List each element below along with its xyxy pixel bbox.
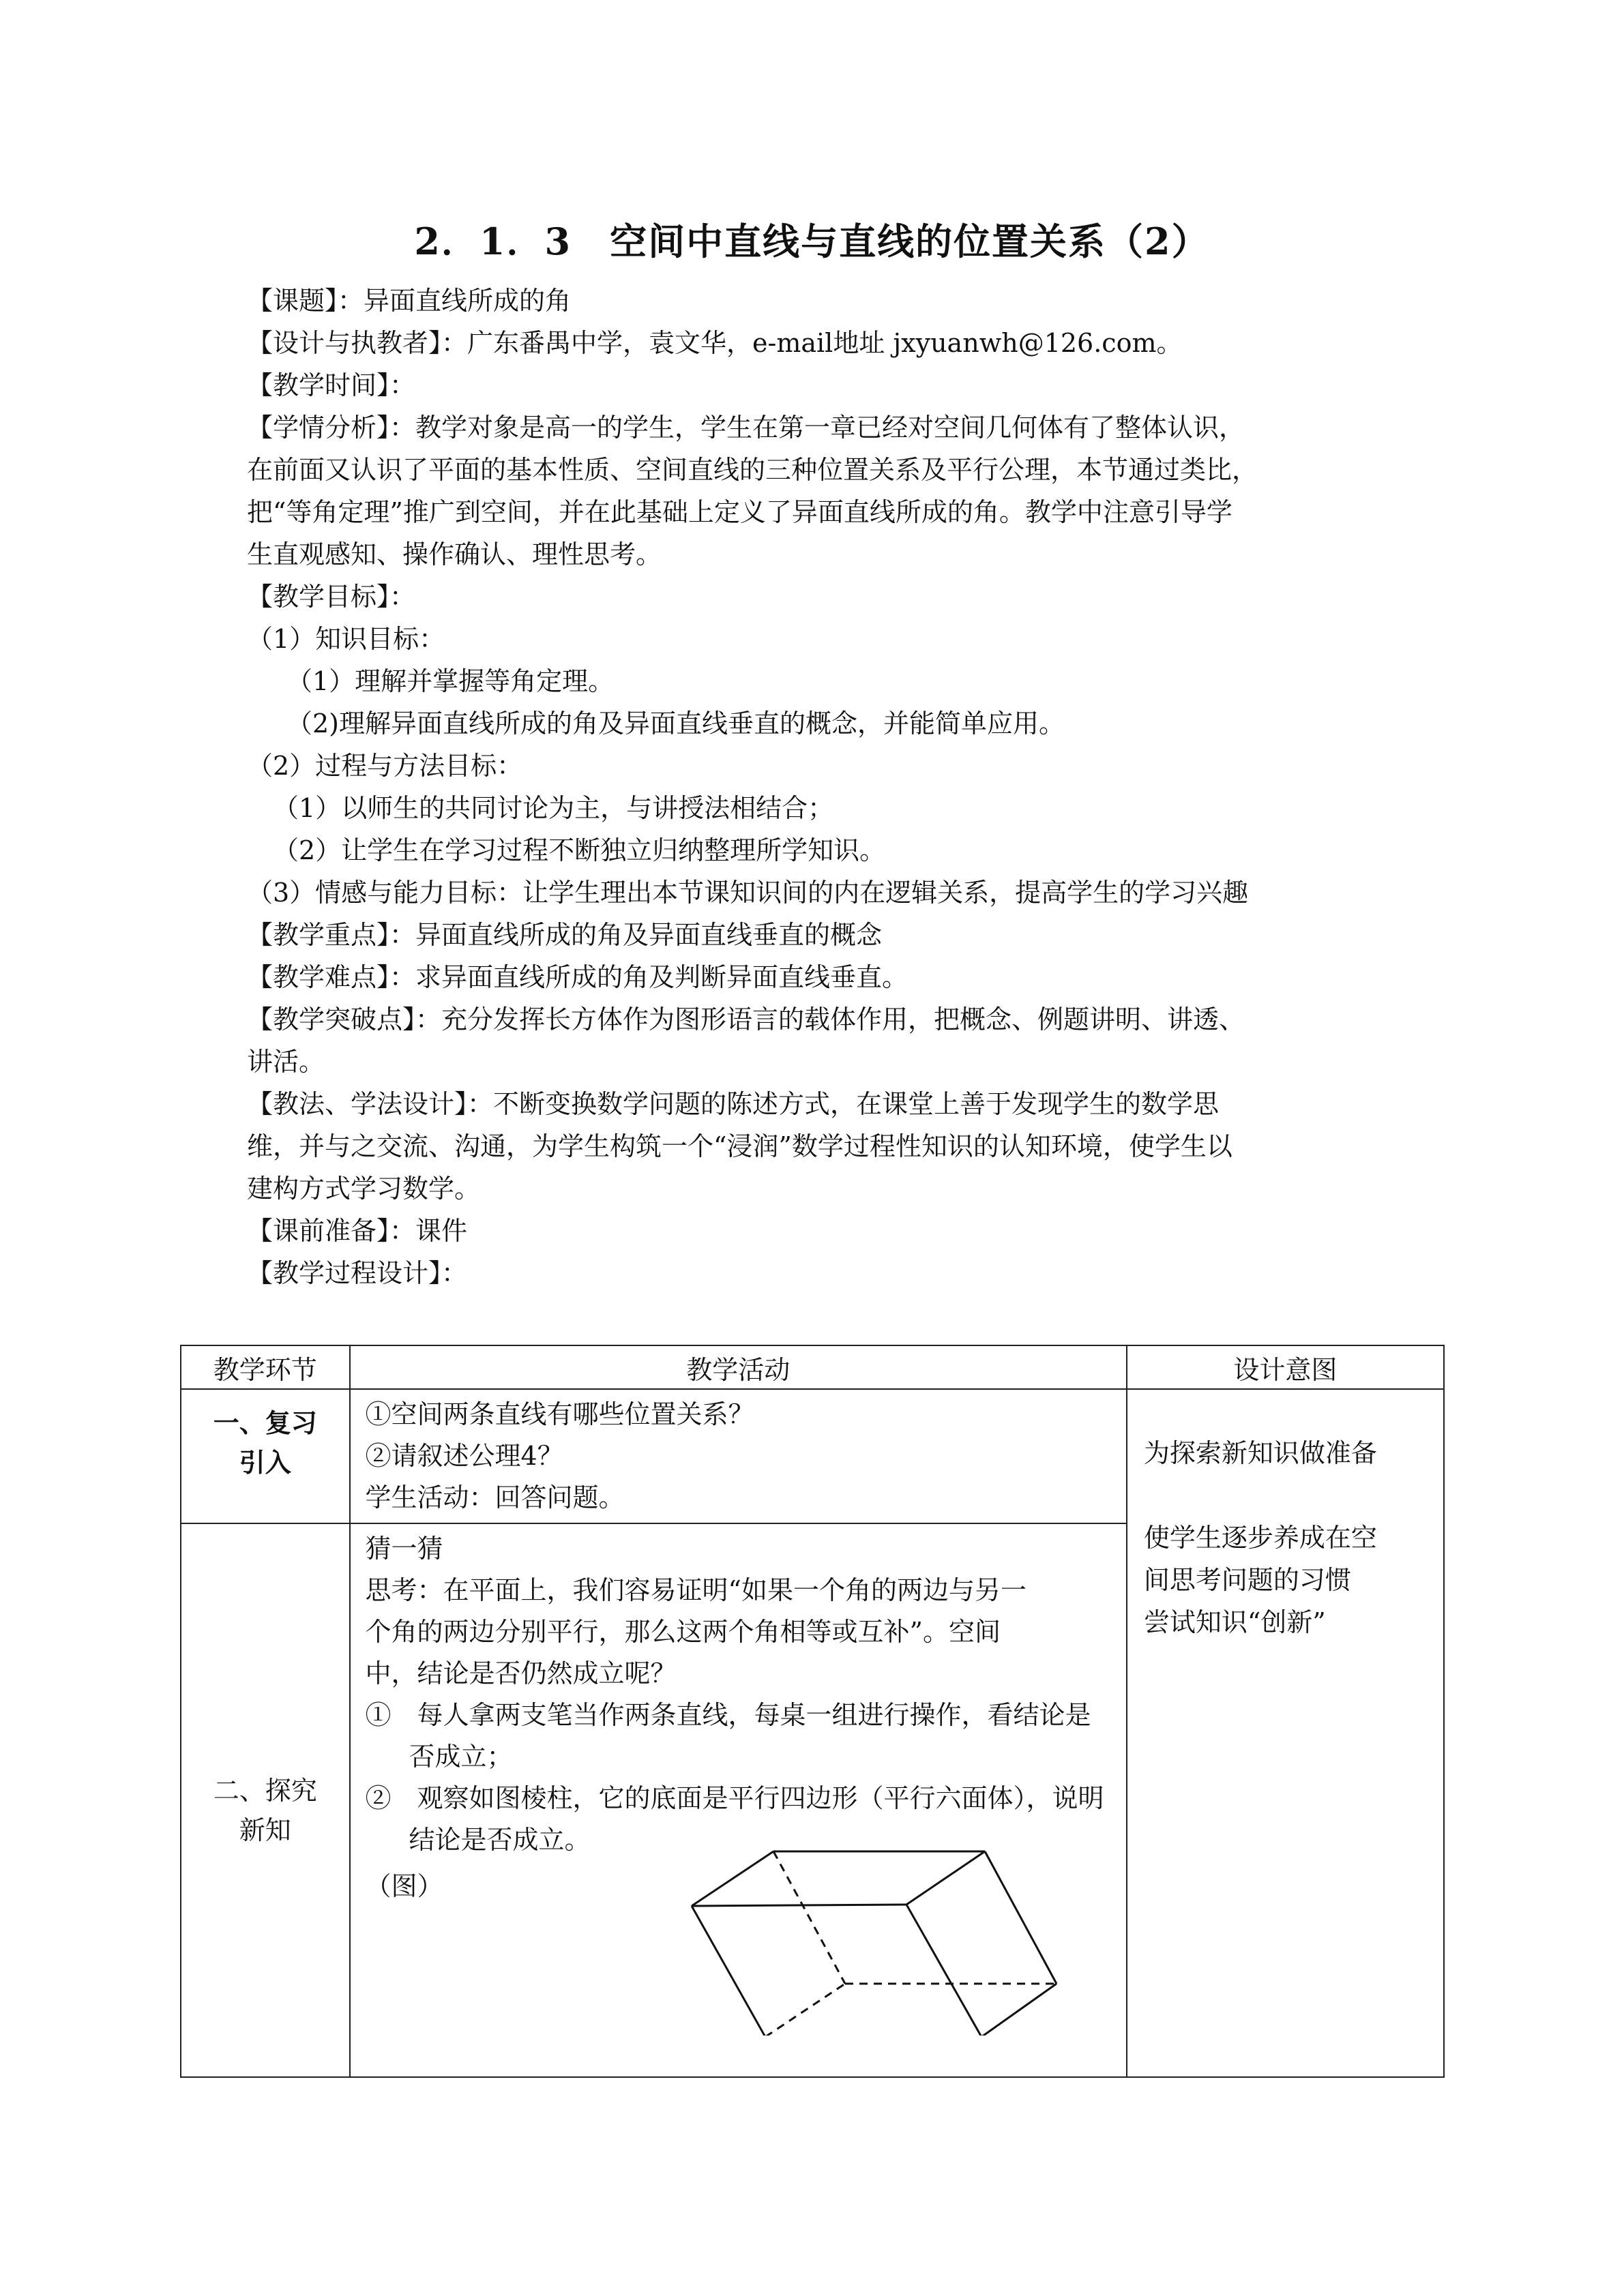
activity-review [350,1389,1127,1523]
stage-review-label-2: 引入 [239,1447,291,1478]
difficulty-line: 【教学难点】：求异面直线所成的角及判断异面直线垂直。 [247,962,909,992]
preparation-line: 【课前准备】：课件 [247,1216,468,1246]
parallelepiped-figure [685,1845,1094,2036]
stage-explore-label-1: 二、探究 [213,1776,317,1806]
activity-think-1: 思考：在平面上，我们容易证明“如果一个角的两边与另一 [365,1575,1027,1605]
edge [692,1906,765,2036]
document-title: 2．1．3 空间中直线与直线的位置关系（2） [414,220,1210,263]
activity-review-q2: ②请叙述公理4？ [365,1441,563,1471]
method-line-1: 【教法、学法设计】：不断变换数学问题的陈述方式，在课堂上善于发现学生的数学思 [247,1089,1220,1119]
activity-review-student: 学生活动：回答问题。 [365,1482,625,1512]
edge [692,1851,773,1906]
activity-step-2: ② 观察如图棱柱，它的底面是平行四边形（平行六面体），说明结论是否成立。 [365,1783,1104,1855]
analysis-line-3: 把“等角定理”推广到空间，并在此基础上定义了异面直线所成的角。教学中注意引导学 [247,497,1232,527]
header-stage: 教学环节 [181,1345,350,1389]
method-line-2: 维，并与之交流、沟通，为学生构筑一个“浸润”数学过程性知识的认知环境，使学生以 [247,1131,1232,1161]
edge [981,1984,1057,2036]
lesson-info [247,280,1379,1294]
breakthrough-line-1: 【教学突破点】：充分发挥长方体作为图形语言的载体作用，把概念、例题讲明、讲透、 [247,1004,1245,1034]
objectives-heading: 【教学目标】： [247,582,416,612]
stage-review [181,1389,350,1523]
hidden-edge [765,1984,845,2036]
stage-explore-label-2: 新知 [239,1815,291,1845]
knowledge-objective-2: （2)理解异面直线所成的角及异面直线垂直的概念，并能简单应用。 [286,709,1065,739]
activity-step-1: ① 每人拿两支笔当作两条直线，每桌一组进行操作，看结论是否成立； [365,1700,1091,1772]
process-objective-1: （1）以师生的共同讨论为主，与讲授法相结合； [273,793,834,823]
teaching-process-table [180,1345,1445,2078]
knowledge-objective-1: （1）理解并掌握等角定理。 [286,666,615,696]
edge [906,1851,985,1905]
knowledge-objective: （1）知识目标： [247,624,445,654]
breakthrough-line-2: 讲活。 [247,1047,325,1077]
table-row [181,1389,1444,1523]
activity-think-3: 中，结论是否仍然成立呢？ [365,1658,677,1688]
affective-objective: （3）情感与能力目标：让学生理出本节课知识间的内在逻辑关系，提高学生的学习兴趣 [247,878,1249,908]
designer-line: 【设计与执教者】：广东番禺中学，袁文华，e-mail地址 jxyuanwh@126.com。 [247,328,1183,358]
edge [692,1905,906,1906]
table-header-row [181,1345,1444,1389]
analysis-line-4: 生直观感知、操作确认、理性思考。 [247,539,662,569]
figure-area [351,1865,1126,2044]
activity-review-q1: ①空间两条直线有哪些位置关系？ [365,1399,754,1429]
intent-review: 为探索新知识做准备 [1143,1438,1377,1468]
process-objective-2: （2）让学生在学习过程不断独立归纳整理所学知识。 [273,835,886,865]
figure-label: （图） [365,1871,443,1901]
activity-explore [350,1523,1127,2077]
topic-line: 【课题】：异面直线所成的角 [247,286,572,316]
intent-cell [1127,1389,1444,2077]
edge [985,1851,1057,1984]
process-design-line: 【教学过程设计】： [247,1258,468,1288]
teaching-time-line: 【教学时间】： [247,370,416,400]
edge [906,1905,981,2036]
activity-guess: 猜一猜 [365,1534,443,1564]
header-intent: 设计意图 [1127,1345,1444,1389]
process-objective: （2）过程与方法目标： [247,751,523,781]
key-point-line: 【教学重点】：异面直线所成的角及异面直线垂直的概念 [247,920,883,950]
stage-review-label-1: 一、复习 [213,1407,317,1438]
intent-explore-2: 间思考问题的习惯 [1143,1565,1351,1595]
intent-explore-3: 尝试知识“创新” [1143,1607,1326,1637]
analysis-line-2: 在前面又认识了平面的基本性质、空间直线的三种位置关系及平行公理，本节通过类比， [247,455,1258,485]
intent-explore-1: 使学生逐步养成在空 [1143,1523,1377,1553]
stage-explore [181,1523,350,2077]
analysis-line-1: 【学情分析】：教学对象是高一的学生，学生在第一章已经对空间几何体有了整体认识， [247,413,1245,443]
method-line-3: 建构方式学习数学。 [247,1174,481,1204]
activity-think-2: 个角的两边分别平行，那么这两个角相等或互补”。空间 [365,1617,1001,1647]
header-activity: 教学活动 [350,1345,1127,1389]
hidden-edge [773,1851,845,1984]
